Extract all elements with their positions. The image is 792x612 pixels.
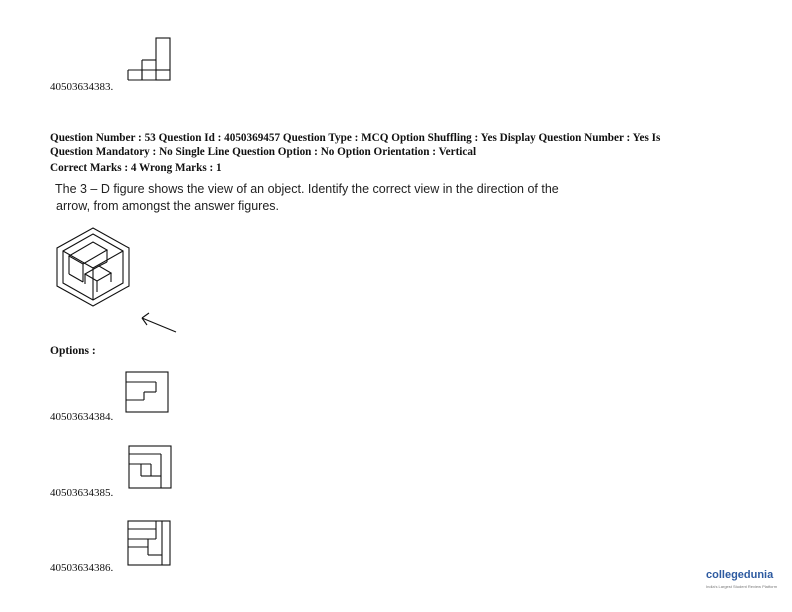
option-1-figure[interactable] <box>126 372 170 414</box>
options-label: Options : <box>50 345 96 357</box>
option-3-id[interactable]: 40503634386. <box>50 562 114 574</box>
mascot-icon <box>682 568 704 592</box>
question-text-line1: The 3 – D figure shows the view of an object. Identify the correct view in the direction of the <box>55 182 559 196</box>
question-text <box>55 181 615 215</box>
prev-option-id: 40503634383. <box>50 81 114 93</box>
prev-option-figure <box>128 38 172 82</box>
brand-name: collegedunia <box>706 569 774 581</box>
collegedunia-logo <box>680 566 792 596</box>
brand-tagline: India's Largest Student Review Platform <box>706 584 778 589</box>
question-text-line2: arrow, from amongst the answer figures. <box>56 199 280 213</box>
object-3d-figure <box>55 226 135 310</box>
question-marks: Correct Marks : 4 Wrong Marks : 1 <box>50 162 222 174</box>
option-3-figure[interactable] <box>128 521 172 567</box>
option-1-id[interactable]: 40503634384. <box>50 411 114 423</box>
option-2-id[interactable]: 40503634385. <box>50 487 114 499</box>
view-direction-arrow-icon <box>140 312 178 334</box>
question-meta-line2: Question Mandatory : No Single Line Question Option : No Option Orientation : Vertical <box>50 146 477 158</box>
option-2-figure[interactable] <box>129 446 173 490</box>
question-meta-line1: Question Number : 53 Question Id : 4050369457 Question Type : MCQ Option Shuffling : Yes Display Question Number : Yes Is <box>50 132 661 144</box>
